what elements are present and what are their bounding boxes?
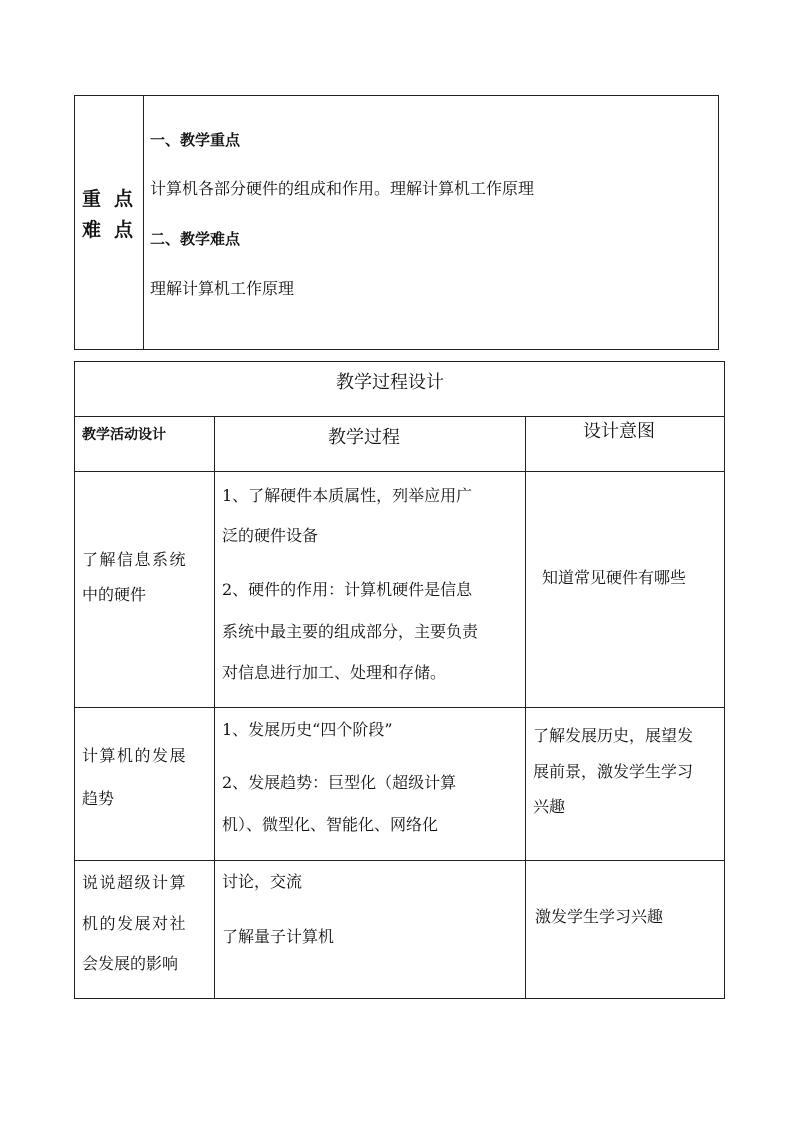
- header-process: 教学过程: [328, 427, 400, 448]
- row3-activity-line1: 说说超级计算: [82, 873, 188, 892]
- row2-process-line3: 机）、微型化、智能化、网络化: [222, 815, 439, 834]
- row1-intent: 知道常见硬件有哪些: [542, 568, 687, 587]
- header-activity: 教学活动设计: [82, 427, 166, 443]
- process-title-underline: [74, 416, 725, 417]
- row2-activity-line2: 趋势: [82, 789, 115, 808]
- row2-intent-line1: 了解发展历史，展望发: [533, 726, 694, 745]
- teaching-focus-text: 计算机各部分硬件的组成和作用。理解计算机工作原理: [150, 179, 535, 198]
- row1-process-line4: 系统中最主要的组成部分，主要负责: [222, 622, 479, 641]
- process-header-underline: [74, 471, 725, 472]
- process-col-divider-1: [214, 416, 215, 999]
- process-row2-underline: [74, 860, 725, 861]
- row2-activity-line1: 计算机的发展: [82, 746, 188, 765]
- row3-process-line1: 讨论，交流: [222, 872, 303, 891]
- row1-process-line2: 泛的硬件设备: [222, 526, 319, 545]
- key-points-label-line1: 重点: [82, 188, 147, 210]
- process-col-divider-2: [525, 416, 526, 999]
- header-intent: 设计意图: [583, 421, 655, 442]
- process-table-title: 教学过程设计: [336, 372, 444, 393]
- row3-activity-line2: 机的发展对社: [82, 914, 188, 933]
- process-row1-underline: [74, 707, 725, 708]
- row3-intent: 激发学生学习兴趣: [535, 907, 664, 926]
- teaching-difficulty-text: 理解计算机工作原理: [150, 279, 295, 298]
- row2-intent-line2: 展前景，激发学生学习: [533, 762, 694, 781]
- row1-activity-line2: 中的硬件: [82, 585, 147, 604]
- row2-intent-line3: 兴趣: [533, 797, 566, 816]
- row1-activity-line1: 了解信息系统: [82, 550, 188, 569]
- row1-process-line3: 2、硬件的作用：计算机硬件是信息: [222, 580, 473, 599]
- row1-process-line1: 1、了解硬件本质属性，列举应用广: [222, 486, 473, 505]
- key-points-label-line2: 难点: [82, 219, 147, 241]
- teaching-focus-heading: 一、教学重点: [150, 131, 241, 149]
- row1-process-line5: 对信息进行加工、处理和存储。: [222, 663, 447, 682]
- row2-process-line2: 2、发展趋势：巨型化（超级计算: [222, 773, 457, 792]
- row2-process-line1: 1、发展历史“四个阶段”: [222, 720, 393, 739]
- row3-process-line2: 了解量子计算机: [222, 927, 335, 946]
- row3-activity-line3: 会发展的影响: [82, 954, 179, 973]
- teaching-difficulty-heading: 二、教学难点: [150, 230, 241, 248]
